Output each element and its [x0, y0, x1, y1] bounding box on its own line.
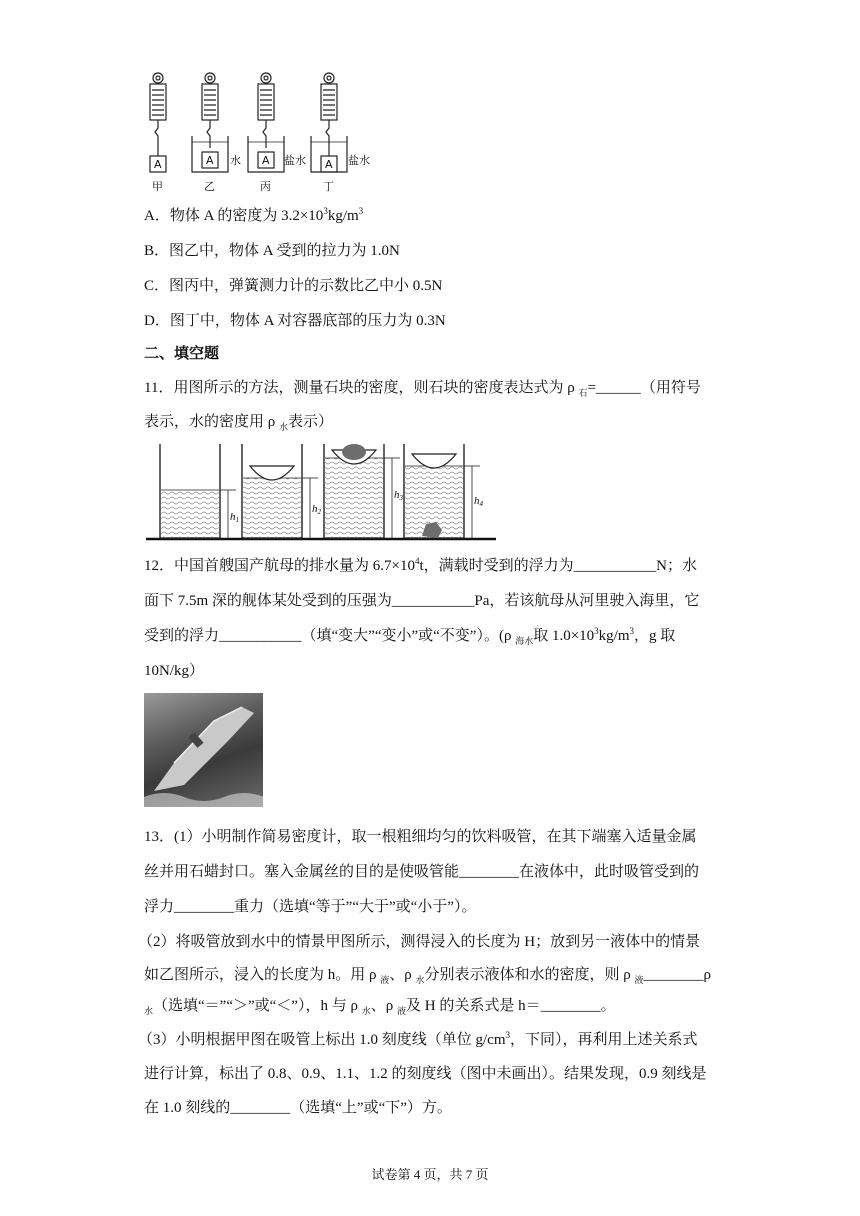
- block-a-label: A: [154, 158, 162, 171]
- q12-line4: 10N/kg）: [144, 663, 205, 679]
- option-b: B．图乙中，物体 A 受到的拉力为 1.0N: [144, 243, 400, 259]
- aircraft-carrier-photo: [144, 693, 263, 807]
- fig-label-yi: 乙: [204, 180, 215, 193]
- fig-label-jia: 甲: [152, 180, 163, 193]
- q12-line3: 受到的浮力___________（填“变大”“变小”或“不变”）。(ρ $_{海水}$取 $1.0\times 10^3kg/m^3$，g 取: [144, 626, 676, 646]
- liquid-label-brine-1: 盐水: [284, 154, 306, 167]
- spring-scale-figure: [138, 70, 378, 194]
- q13-p1-line3: 浮力________重力（选填“等于”“大于”或“小于”）。: [144, 899, 477, 915]
- q13-p3-line1: （3）小明根据甲图在吸管上标出 1.0 刻度线（单位 $g/cm^3$，下同），再利用上述关系式: [138, 1030, 698, 1048]
- q11-line2: 表示，水的密度用 ρ $_水$表示）: [144, 414, 334, 432]
- q11-line1: 11．用图所示的方法，测量石块的密度，则石块的密度表达式为 ρ $_石$=______（用符号: [144, 380, 701, 398]
- fig-label-bing: 丙: [260, 180, 271, 193]
- svg-text:h4: h4: [474, 495, 483, 508]
- option-a: A．物体 A 的密度为 $3.2\times 10^3kg/m^3$: [144, 206, 364, 224]
- rock-density-figure: [146, 440, 496, 545]
- svg-text:A: A: [325, 158, 333, 171]
- q13-p2-line3: $_水$（选填“＝”“＞”或“＜”），h 与 ρ $_水$、ρ $_液$及 H 的关系式是 h＝________。: [144, 998, 616, 1016]
- svg-text:A: A: [206, 154, 214, 167]
- svg-text:h2: h2: [312, 503, 321, 516]
- liquid-label-brine-2: 盐水: [348, 154, 370, 167]
- q13-p2-line1: （2）将吸管放到水中的情景甲图所示，测得浸入的长度为 H；放到另一液体中的情景: [138, 934, 701, 950]
- option-c: C．图丙中，弹簧测力计的示数比乙中小 0.5N: [144, 278, 443, 294]
- page-footer: 试卷第 4 页，共 7 页: [371, 1167, 489, 1182]
- option-d: D．图丁中，物体 A 对容器底部的压力为 0.3N: [144, 313, 446, 329]
- q12-line1: 12．中国首艘国产航母的排水量为 $6.7\times 10^4t$，满载时受到的浮力为___________N；水: [144, 556, 697, 574]
- q13-p2-line2: 如乙图所示，浸入的长度为 h。用 ρ $_液$、ρ $_水$分别表示液体和水的密度，则 ρ $_液$________ρ: [144, 967, 712, 985]
- liquid-label-water: 水: [230, 154, 241, 167]
- fig-label-ding: 丁: [323, 180, 334, 193]
- q12-line2: 面下 7.5m 深的舰体某处受到的压强为___________Pa，若该航母从河里驶入海里，它: [144, 593, 700, 609]
- section-title: 二、填空题: [144, 345, 220, 362]
- svg-text:h1: h1: [230, 511, 239, 524]
- svg-text:A: A: [262, 154, 270, 167]
- q13-p1-line2: 丝并用石蜡封口。塞入金属丝的目的是使吸管能________在液体中，此时吸管受到的: [144, 864, 700, 880]
- q13-p3-line2: 进行计算，标出了 0.8、0.9、1.1、1.2 的刻度线（图中未画出）。结果发现，0.9 刻线是: [144, 1066, 707, 1082]
- svg-text:h3: h3: [394, 489, 403, 502]
- q13-p1-line1: 13．(1）小明制作简易密度计，取一根粗细均匀的饮料吸管，在其下端塞入适量金属: [144, 829, 697, 845]
- q13-p3-line3: 在 1.0 刻线的________（选填“上”或“下”）方。: [144, 1100, 452, 1116]
